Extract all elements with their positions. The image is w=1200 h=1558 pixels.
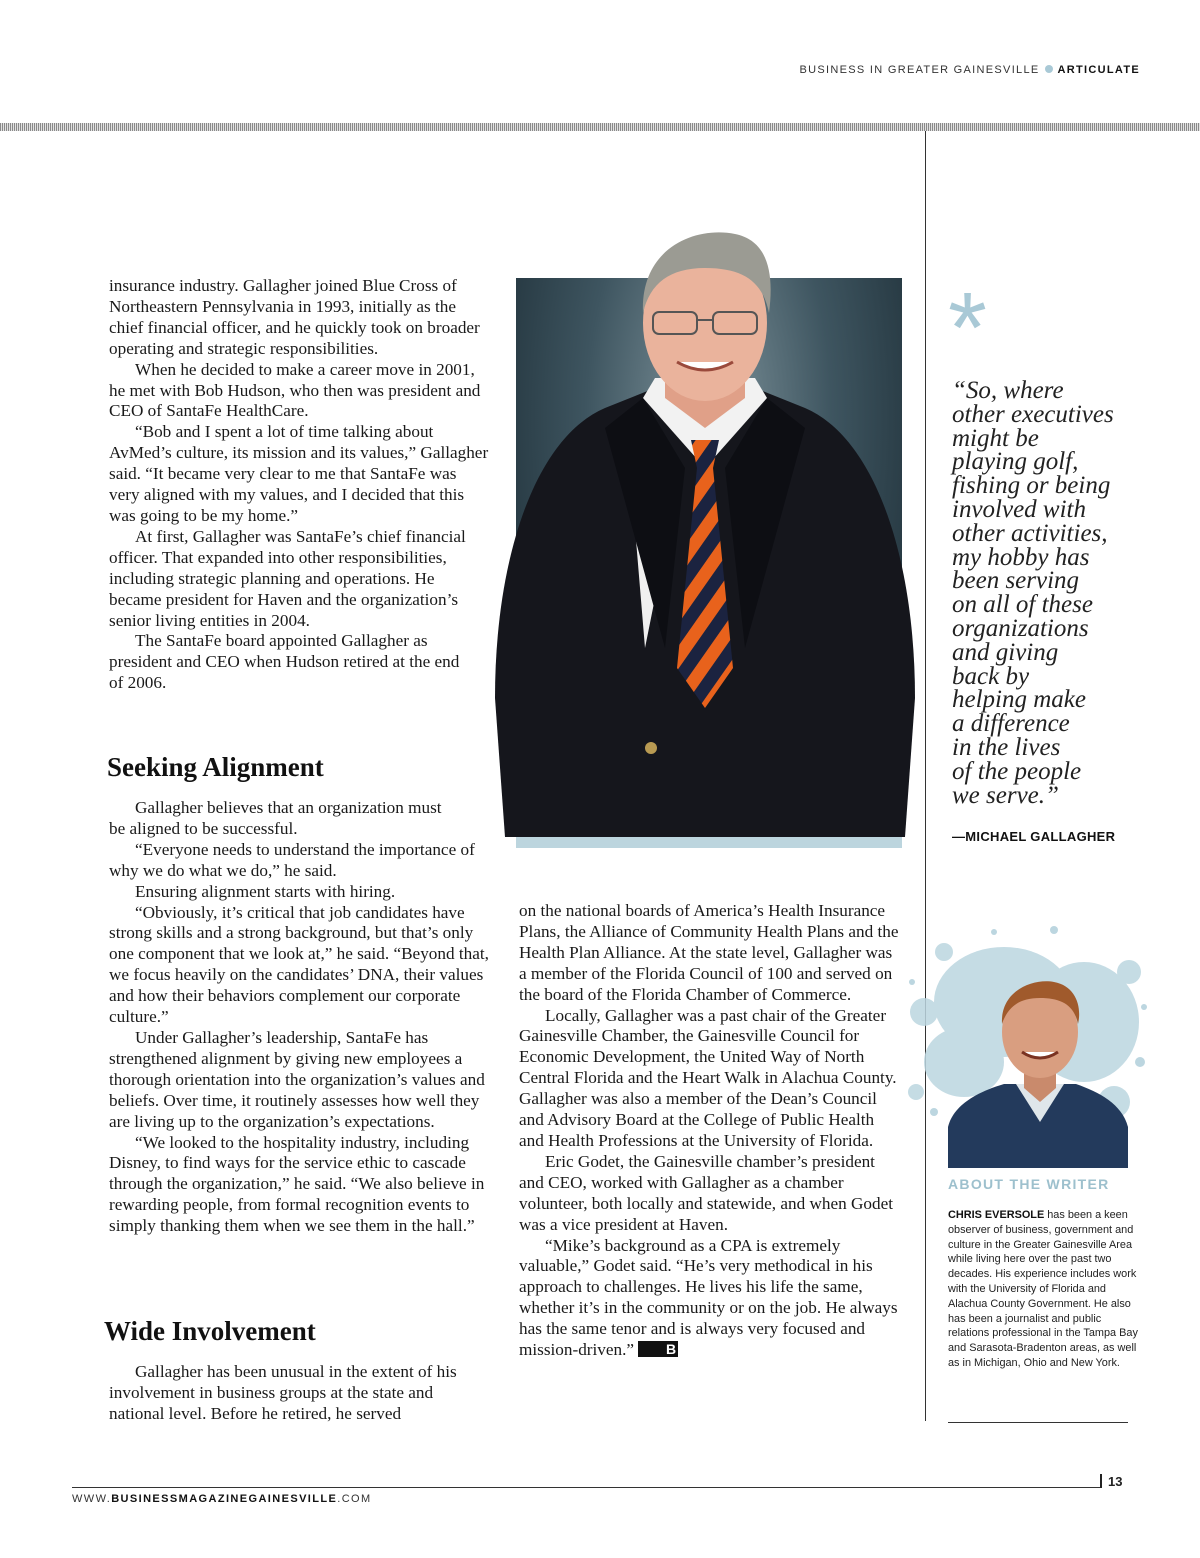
writer-name: CHRIS EVERSOLE xyxy=(948,1209,1045,1221)
quote-line: “So, where xyxy=(952,377,1064,404)
article-column-1-middle xyxy=(109,798,489,1237)
quote-line: might be xyxy=(952,424,1039,452)
paragraph: Eric Godet, the Gainesville chamber’s president and CEO, worked with Gallagher as a chamber volunteer, both locally and statewide, and when Godet was a vice president at Haven. xyxy=(519,1151,893,1234)
url-prefix: WWW. xyxy=(72,1493,112,1505)
paragraph: “Obviously, it’s critical that job candidates have strong skills and a strong background, but that’s only one component that we look at,” he said. “Beyond that, we focus heavily on the candidates’ DNA, their values and how their behaviors complement our corporate culture.” xyxy=(109,902,489,1027)
quote-line: a difference xyxy=(952,710,1070,738)
quote-line: of the people xyxy=(952,757,1082,785)
quote-line: back by xyxy=(952,662,1030,690)
quote-line: organizations xyxy=(952,614,1089,642)
quote-line: playing golf, xyxy=(952,448,1079,476)
quote-line: involved with xyxy=(952,495,1086,523)
paragraph: Gallagher has been unusual in the extent of his involvement in business groups at the state and national level. Before he retired, he served xyxy=(109,1362,457,1423)
page-number: 13 xyxy=(1108,1474,1123,1489)
pull-quote xyxy=(952,379,1142,807)
section-name: ARTICULATE xyxy=(1057,64,1140,76)
section-heading-seeking-alignment: Seeking Alignment xyxy=(107,752,324,782)
photo-accent-bar xyxy=(516,837,902,848)
footer-rule xyxy=(72,1487,1100,1488)
url-suffix: .COM xyxy=(337,1493,372,1505)
bullet-dot-icon xyxy=(1045,65,1053,73)
header-hatch-divider xyxy=(0,123,1200,131)
quote-line: fishing or being xyxy=(952,472,1111,500)
quote-line: and giving xyxy=(952,638,1059,666)
about-the-writer-title: ABOUT THE WRITER xyxy=(948,1176,1110,1192)
paragraph xyxy=(519,1236,901,1361)
paragraph: “We looked to the hospitality industry, including Disney, to find ways for the service ethic to cascade through the organization,” he said. “We also believe in rewarding people, from formal recognition events to simply thanking them when we see them in the hall.” xyxy=(109,1132,485,1236)
article-column-1-bottom xyxy=(109,1362,489,1425)
asterisk-icon: * xyxy=(948,272,987,384)
article-column-1-top xyxy=(109,276,489,694)
portrait-photo-michael-gallagher xyxy=(495,228,915,837)
quote-line: been serving xyxy=(952,567,1080,595)
url-domain: BUSINESSMAGAZINEGAINESVILLE xyxy=(111,1493,338,1505)
quote-line: we serve.” xyxy=(952,781,1059,809)
section-heading-wide-involvement: Wide Involvement xyxy=(104,1316,316,1346)
end-mark-icon: B xyxy=(638,1341,678,1357)
page-number-tick xyxy=(1100,1474,1102,1488)
publication-name: BUSINESS IN GREATER GAINESVILLE xyxy=(799,64,1040,76)
closing-paragraph-text: “Mike’s background as a CPA is extremely valuable,” Godet said. “He’s very methodical in his approach to challenges. He lives his life the same, whether it’s in the community or on the job. He always has the same tenor and is always very focused and mission-driven.” xyxy=(519,1235,898,1360)
paragraph: When he decided to make a career move in 2001, he met with Bob Hudson, who then was president and CEO of SantaFe HealthCare. xyxy=(109,359,481,421)
paragraph: Locally, Gallagher was a past chair of the Greater Gainesville Chamber, the Gainesville Council for Economic Development, the United Way of North Central Florida and the Heart Walk in Alachua County. Gallagher was also a member of the Dean’s Council and Advisory Board at the College of Public Health and Health Professions at the University of Florida. xyxy=(519,1005,897,1150)
paragraph: Under Gallagher’s leadership, SantaFe has strengthened alignment by giving new employees a thorough orientation into the organization’s values and beliefs. Over time, it routinely assesses how well they are living up to the organization’s expectations. xyxy=(109,1027,485,1131)
paragraph: The SantaFe board appointed Gallagher as president and CEO when Hudson retired at the end of 2006. xyxy=(109,631,460,693)
quote-attribution: —MICHAEL GALLAGHER xyxy=(952,829,1116,844)
article-column-2 xyxy=(519,901,901,1361)
paragraph: “Bob and I spent a lot of time talking about AvMed’s culture, its mission and its values,” Gallagher said. “It became very clear to me that SantaFe was very aligned with my values, and I decided that this was going to be my home.” xyxy=(109,422,489,525)
quote-line: other executives xyxy=(952,400,1114,428)
paragraph: insurance industry. Gallagher joined Blue Cross of Northeastern Pennsylvania in 1993, initially as the chief financial officer, and he quickly took on broader operating and strategic responsibilities. xyxy=(109,276,480,358)
paragraph: “Everyone needs to understand the importance of why we do what we do,” he said. xyxy=(109,839,475,880)
about-the-writer-bio xyxy=(948,1208,1140,1371)
quote-line: in the lives xyxy=(952,733,1061,761)
footer-website-link[interactable] xyxy=(72,1493,372,1505)
running-header xyxy=(800,64,1140,76)
paragraph: Ensuring alignment starts with hiring. xyxy=(135,881,396,901)
writer-photo-chris-eversole xyxy=(904,912,1150,1168)
writer-bio-text: has been a keen observer of business, government and culture in the Greater Gainesville Area while living here over the past two decades. His experience includes work with the University of Florida and Alachua County Government. He also has been a journalist and public relations professional in the Tampa Bay and Sarasota-Bradenton areas, as well as in Michigan, Ohio and New York. xyxy=(948,1209,1138,1369)
quote-line: my hobby has xyxy=(952,543,1090,571)
paragraph: At first, Gallagher was SantaFe’s chief financial officer. That expanded into other responsibilities, including strategic planning and operations. He became president for Haven and the organization’s senior living entities in 2004. xyxy=(109,526,466,630)
sidebar-rule xyxy=(925,131,926,1421)
paragraph: Gallagher believes that an organization must be aligned to be successful. xyxy=(109,798,442,838)
quote-line: other activities, xyxy=(952,519,1108,547)
quote-line: on all of these xyxy=(952,591,1093,619)
sidebar-bottom-rule xyxy=(948,1422,1128,1423)
paragraph: on the national boards of America’s Health Insurance Plans, the Alliance of Community Health Plans and the Health Plan Alliance. At the state level, Gallagher was a member of the Florida Council of 100 and served on the board of the Florida Chamber of Commerce. xyxy=(519,901,899,1004)
quote-line: helping make xyxy=(952,686,1086,714)
